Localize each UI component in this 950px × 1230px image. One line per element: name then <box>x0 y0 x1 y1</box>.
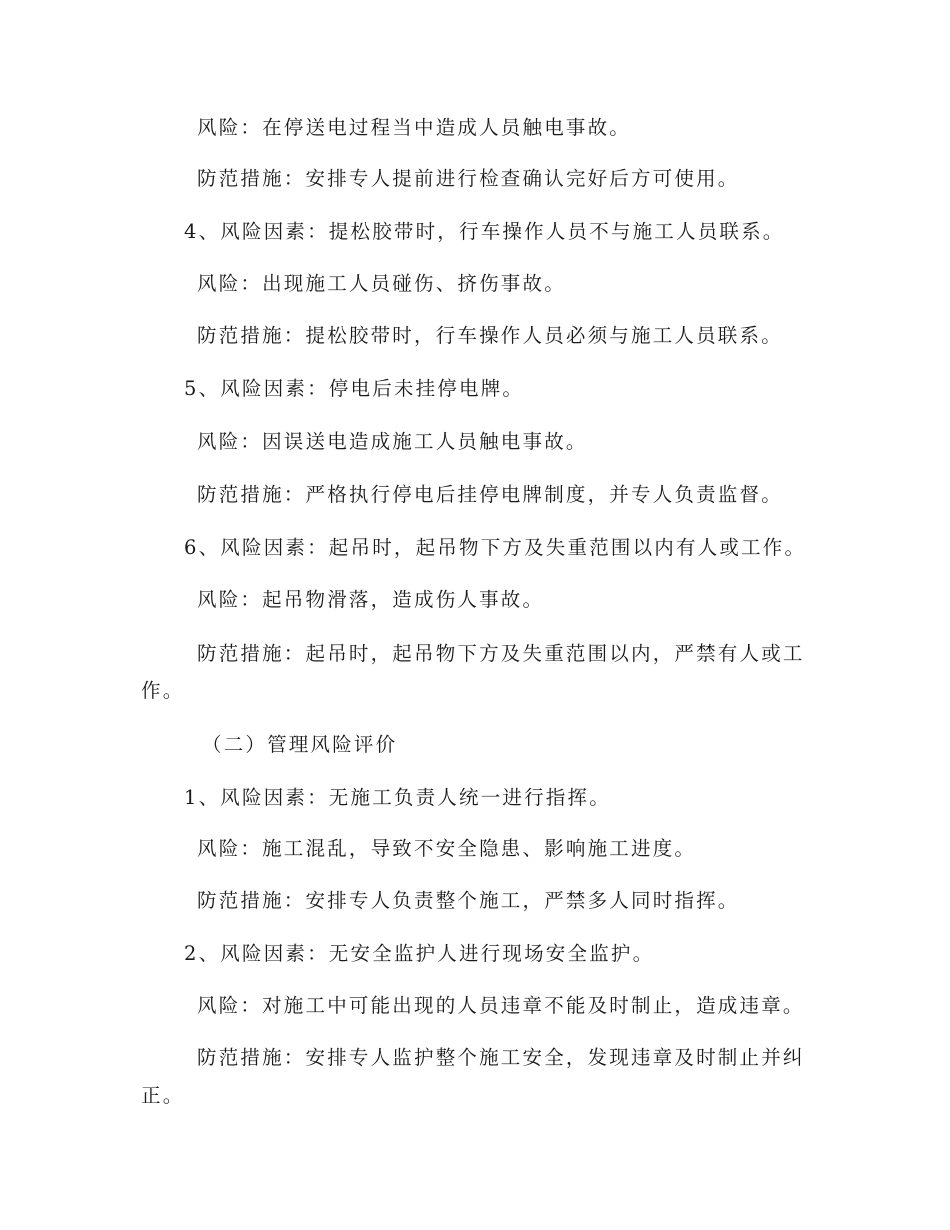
measure-line: 防范措施：安排专人提前进行检查确认完好后方可使用。 <box>197 167 740 190</box>
measure-line: 防范措施：安排专人监护整个施工安全，发现违章及时制止并纠 <box>197 1046 805 1069</box>
risk-line: 风险：起吊物滑落，造成伤人事故。 <box>197 588 545 611</box>
risk-line: 风险：因误送电造成施工人员触电事故。 <box>197 430 588 453</box>
measure-line-continuation: 正。 <box>141 1084 185 1107</box>
measure-line-continuation: 作。 <box>141 679 185 702</box>
measure-line: 防范措施：提松胶带时，行车操作人员必须与施工人员联系。 <box>197 324 783 347</box>
risk-line: 风险：对施工中可能出现的人员违章不能及时制止，造成违章。 <box>197 994 805 1017</box>
risk-factor-line: 1、风险因素：无施工负责人统一进行指挥。 <box>184 786 611 809</box>
risk-line: 风险：施工混乱，导致不安全隐患、影响施工进度。 <box>197 837 697 860</box>
risk-factor-line: 4、风险因素：提松胶带时，行车操作人员不与施工人员联系。 <box>184 220 785 243</box>
section-heading: （二）管理风险评价 <box>202 733 398 756</box>
risk-factor-line: 2、风险因素：无安全监护人进行现场安全监护。 <box>184 942 655 965</box>
measure-line: 防范措施：严格执行停电后挂停电牌制度，并专人负责监督。 <box>197 483 783 506</box>
risk-factor-line: 5、风险因素：停电后未挂停电牌。 <box>184 377 525 400</box>
measure-line: 防范措施：安排专人负责整个施工，严禁多人同时指挥。 <box>197 889 740 912</box>
risk-line: 风险：在停送电过程当中造成人员触电事故。 <box>197 116 632 139</box>
measure-line: 防范措施：起吊时，起吊物下方及失重范围以内，严禁有人或工 <box>197 642 805 665</box>
risk-line: 风险：出现施工人员碰伤、挤伤事故。 <box>197 272 566 295</box>
risk-factor-line: 6、风险因素：起吊时，起吊物下方及失重范围以内有人或工作。 <box>184 536 807 559</box>
